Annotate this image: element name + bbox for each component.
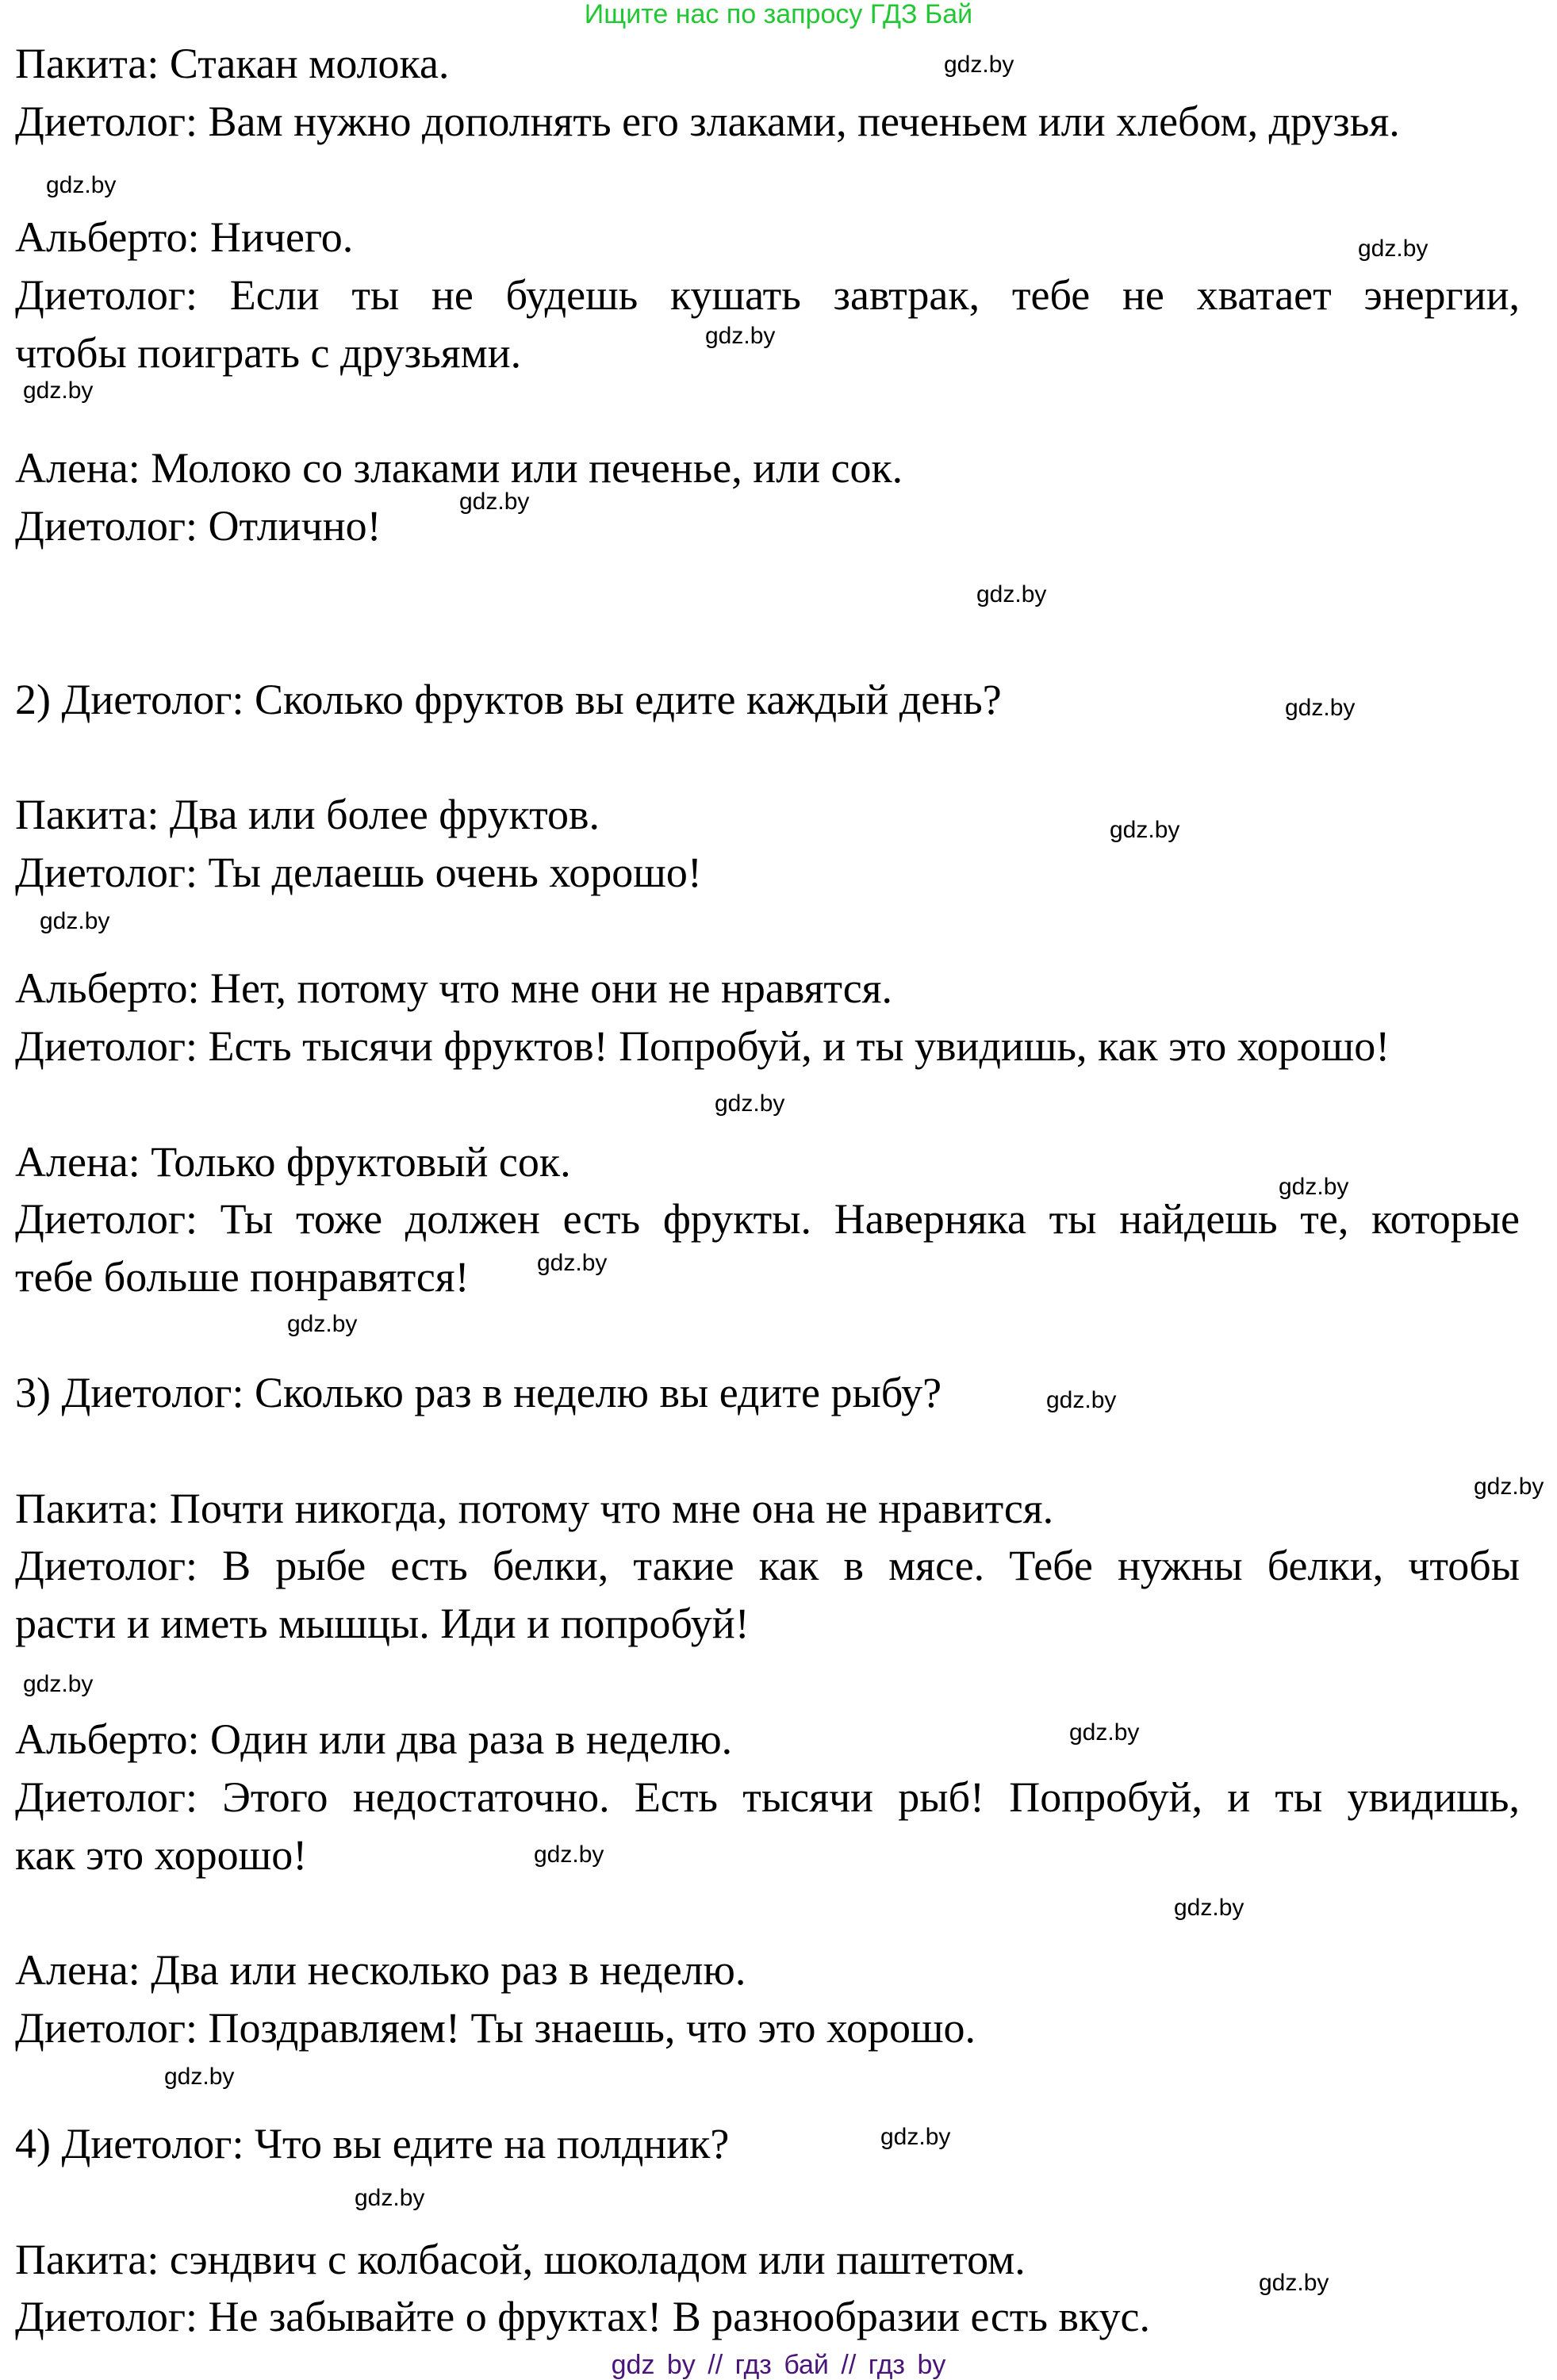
dialogue-line: Пакита: Два или более фруктов. — [15, 791, 600, 838]
search-hint-banner: Ищите нас по запросу ГДЗ Бай — [584, 0, 973, 29]
dialogue-line: Диетолог: Ты делаешь очень хорошо! — [15, 849, 702, 896]
dialogue-line: Диетолог: Этого недостаточно. Есть тысячи рыб! Попробуй, и ты увидишь, — [15, 1773, 1520, 1821]
dialogue-line: чтобы поиграть с друзьями. — [15, 329, 522, 377]
watermark: gdz.by — [537, 1250, 608, 1276]
watermark: gdz.by — [944, 52, 1014, 78]
dialogue-line: Алена: Два или несколько раз в неделю. — [15, 1946, 746, 1994]
watermark: gdz.by — [1110, 817, 1180, 843]
dialogue-line: Диетолог: Не забывайте о фруктах! В разнообразии есть вкус. — [15, 2293, 1150, 2340]
watermark: gdz.by — [46, 172, 117, 198]
watermark: gdz.by — [976, 581, 1047, 607]
dialogue-line: Альберто: Один или два раза в неделю. — [15, 1715, 733, 1763]
watermark: gdz.by — [23, 1671, 94, 1697]
dialogue-line: Алена: Молоко со злаками или печенье, или сок. — [15, 444, 903, 492]
dialogue-line: Диетолог: Есть тысячи фруктов! Попробуй, и ты увидишь, как это хорошо! — [15, 1022, 1390, 1070]
watermark: gdz.by — [1069, 1719, 1140, 1746]
watermark: gdz.by — [715, 1090, 785, 1117]
dialogue-line: Пакита: Почти никогда, потому что мне она не нравится. — [15, 1485, 1054, 1532]
watermark: gdz.by — [164, 2064, 235, 2090]
dialogue-line: 3) Диетолог: Сколько раз в неделю вы едите рыбу? — [15, 1369, 942, 1416]
dialogue-line: 4) Диетолог: Что вы едите на полдник? — [15, 2120, 730, 2167]
dialogue-line: Диетолог: Ты тоже должен есть фрукты. Наверняка ты найдешь те, которые — [15, 1195, 1520, 1243]
dialogue-line: тебе больше понравятся! — [15, 1253, 470, 1301]
watermark: gdz.by — [1279, 1174, 1349, 1200]
watermark: gdz.by — [287, 1311, 358, 1337]
watermark: gdz.by — [40, 908, 110, 934]
dialogue-line: Диетолог: Поздравляем! Ты знаешь, что это хорошо. — [15, 2004, 976, 2052]
dialogue-line: 2) Диетолог: Сколько фруктов вы едите каждый день? — [15, 676, 1002, 723]
watermark: gdz.by — [1285, 695, 1356, 721]
watermark: gdz.by — [1474, 1474, 1544, 1500]
dialogue-line: Диетолог: Вам нужно дополнять его злаками, печеньем или хлебом, друзья. — [15, 98, 1400, 145]
dialogue-line: Пакита: сэндвич с колбасой, шоколадом или паштетом. — [15, 2236, 1026, 2283]
watermark: gdz.by — [355, 2185, 425, 2211]
dialogue-line: Алена: Только фруктовый сок. — [15, 1138, 571, 1186]
watermark: gdz.by — [880, 2124, 951, 2150]
watermark: gdz.by — [1259, 2270, 1329, 2296]
watermark: gdz.by — [1174, 1895, 1244, 1921]
dialogue-line: Альберто: Нет, потому что мне они не нравятся. — [15, 964, 892, 1012]
watermark: gdz.by — [1358, 236, 1429, 262]
dialogue-line: расти и иметь мышцы. Иди и попробуй! — [15, 1600, 750, 1647]
dialogue-line: Альберто: Ничего. — [15, 213, 354, 261]
dialogue-line: Диетолог: Отлично! — [15, 502, 382, 550]
footer-watermark: gdz by // гдз бай // гдз by — [611, 2350, 946, 2380]
watermark: gdz.by — [705, 323, 776, 349]
watermark: gdz.by — [23, 378, 94, 404]
dialogue-line: Диетолог: Если ты не будешь кушать завтрак, тебе не хватает энергии, — [15, 271, 1520, 319]
dialogue-line: как это хорошо! — [15, 1831, 308, 1879]
watermark: gdz.by — [1046, 1387, 1117, 1413]
dialogue-line: Пакита: Стакан молока. — [15, 40, 450, 87]
dialogue-line: Диетолог: В рыбе есть белки, такие как в мясе. Тебе нужны белки, чтобы — [15, 1542, 1520, 1589]
watermark: gdz.by — [534, 1842, 604, 1868]
watermark: gdz.by — [459, 489, 530, 515]
